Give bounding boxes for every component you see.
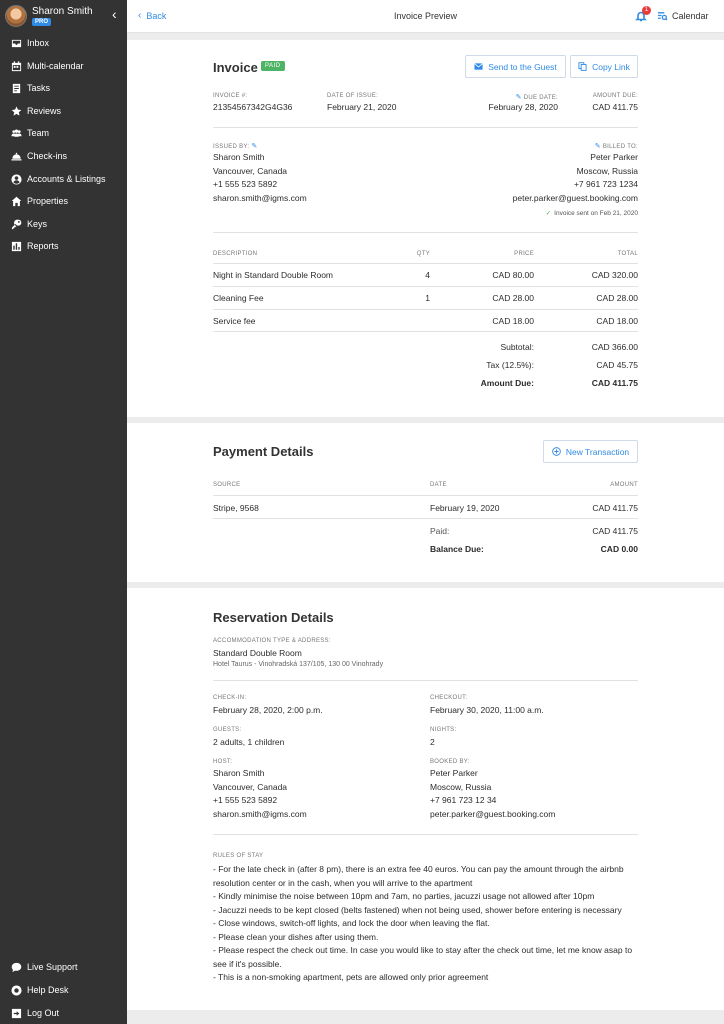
sidebar-item-team[interactable] (10, 125, 122, 141)
user-profile[interactable] (5, 5, 122, 29)
divider (213, 309, 638, 310)
sidebar-item-label: Team (27, 128, 50, 138)
nights-label: NIGHTS: (430, 727, 457, 733)
date-of-issue-label: DATE OF ISSUE: (327, 93, 379, 99)
calendar-search-icon (657, 11, 668, 21)
sidebar-item-check-ins[interactable] (10, 148, 122, 164)
invoice-sent-text: Invoice sent on Feb 21, 2020 (554, 210, 638, 217)
line-price: CAD 28.00 (492, 293, 534, 303)
booked-by-email: peter.parker@guest.booking.com (430, 809, 556, 819)
key-icon (10, 218, 23, 231)
rule-item: - Jacuzzi needs to be kept closed (belts fastened) when not being used, shower before entering is necessary (213, 904, 622, 915)
billed-to-email: peter.parker@guest.booking.com (512, 193, 638, 203)
top-bar (127, 0, 724, 33)
chevron-left-icon: ‹ (138, 10, 142, 21)
new-transaction-button[interactable] (543, 440, 638, 463)
sidebar-item-label: Live Support (27, 962, 78, 972)
amount-due-label: AMOUNT DUE: (592, 93, 638, 99)
send-to-guest-label: Send to the Guest (488, 61, 557, 72)
issued-by-email: sharon.smith@igms.com (213, 193, 307, 203)
avatar (5, 5, 27, 27)
tasks-icon (10, 82, 23, 95)
sidebar-item-reports[interactable] (10, 238, 122, 254)
column-description: DESCRIPTION (213, 251, 258, 257)
sidebar-item-inbox[interactable] (10, 35, 122, 51)
line-qty: 4 (425, 270, 430, 280)
booked-by-label: BOOKED BY: (430, 759, 470, 765)
edit-pencil-icon[interactable]: ✎ (594, 143, 601, 150)
due-date: February 28, 2020 (488, 102, 558, 112)
sidebar-item-tasks[interactable] (10, 80, 122, 96)
calendar-button[interactable] (657, 11, 709, 21)
tax-value: CAD 45.75 (596, 360, 638, 370)
line-description: Service fee (213, 316, 256, 326)
amount-due-total-label: Amount Due: (480, 378, 534, 388)
divider (213, 495, 638, 496)
checkout-label: CHECKOUT: (430, 695, 468, 701)
divider (213, 680, 638, 681)
sidebar-item-live-support[interactable] (10, 959, 78, 975)
host-phone: +1 555 523 5892 (213, 795, 278, 805)
column-amount: AMOUNT (610, 482, 638, 488)
host-label: HOST: (213, 759, 233, 765)
sidebar-item-accounts-listings[interactable] (10, 171, 122, 187)
accommodation-label: ACCOMMODATION TYPE & ADDRESS: (213, 638, 331, 644)
sidebar (0, 0, 127, 1024)
sidebar-item-label: Accounts & Listings (27, 174, 106, 184)
copy-icon (578, 62, 587, 71)
checkin-value: February 28, 2020, 2:00 p.m. (213, 705, 323, 715)
rule-item: - Kindly minimise the noise between 10pm and 7am, no parties, jacuzzi usage not allowed after 10pm (213, 891, 595, 901)
payment-card (127, 423, 724, 582)
line-description: Night in Standard Double Room (213, 270, 334, 280)
rule-item: - Please respect the check out time. In case you would like to stay after the check out time, let me know asap to see if it's possible. (213, 945, 633, 969)
date-of-issue: February 21, 2020 (327, 102, 397, 112)
billed-to-label-text: BILLED TO: (602, 144, 638, 150)
balance-due-value: CAD 0.00 (600, 544, 638, 554)
line-total: CAD 28.00 (596, 293, 638, 303)
home-icon (10, 195, 23, 208)
room-type: Standard Double Room (213, 648, 302, 658)
star-icon (10, 105, 23, 118)
property-address: Hotel Taurus - Vinohradská 137/105, 130 00 Vinohrady (213, 661, 384, 668)
invoice-number: 21354567342G4G36 (213, 102, 293, 112)
status-badge: PAID (261, 61, 285, 71)
sidebar-item-label: Help Desk (27, 985, 69, 995)
copy-link-label: Copy Link (592, 61, 630, 72)
divider (213, 331, 638, 332)
divider (213, 834, 638, 835)
column-date: DATE (430, 482, 447, 488)
sidebar-item-reviews[interactable] (10, 103, 122, 119)
sidebar-item-log-out[interactable] (10, 1005, 59, 1021)
checkin-label: CHECK-IN: (213, 695, 247, 701)
reservation-card (127, 588, 724, 1010)
invoice-card (127, 40, 724, 417)
divider (213, 127, 638, 128)
sidebar-item-label: Inbox (27, 38, 50, 48)
host-city: Vancouver, Canada (213, 782, 288, 792)
send-to-guest-button[interactable] (465, 55, 566, 78)
divider (213, 286, 638, 287)
copy-link-button[interactable] (570, 55, 638, 78)
paid-value: CAD 411.75 (592, 526, 638, 536)
sidebar-item-label: Tasks (27, 83, 51, 93)
reports-icon (10, 240, 23, 253)
plus-circle-icon (552, 447, 561, 456)
host-name: Sharon Smith (213, 768, 265, 778)
notification-count-badge: 1 (642, 6, 651, 15)
due-date-label-text: DUE DATE: (523, 95, 558, 101)
notifications-button[interactable] (635, 9, 649, 23)
sidebar-item-keys[interactable] (10, 216, 122, 232)
invoice-title: Invoice (213, 60, 258, 75)
pro-badge: PRO (32, 18, 51, 26)
sidebar-item-label: Keys (27, 219, 48, 229)
booked-by-city: Moscow, Russia (430, 782, 492, 792)
inbox-icon (10, 37, 23, 50)
rule-item: - For the late check in (after 8 pm), there is an extra fee 40 euros. You can pay the amount through the airbnb resolution center or in the cash, when you will arrive to the apartment (213, 864, 624, 888)
user-name: Sharon Smith (32, 6, 93, 17)
subtotal-value: CAD 366.00 (591, 342, 638, 352)
payment-title: Payment Details (213, 444, 314, 459)
divider (213, 518, 638, 519)
envelope-icon (474, 62, 483, 71)
invoice-number-label: INVOICE #: (213, 93, 248, 99)
sidebar-item-properties[interactable] (10, 193, 122, 209)
checkout-value: February 30, 2020, 11:00 a.m. (430, 705, 544, 715)
sidebar-item-help-desk[interactable] (10, 982, 69, 998)
column-source: SOURCE (213, 482, 241, 488)
sidebar-item-label: Reports (27, 241, 59, 251)
payment-amount: CAD 411.75 (592, 503, 638, 513)
team-icon (10, 127, 23, 140)
payment-source: Stripe, 9568 (213, 503, 259, 513)
lifebuoy-icon (10, 984, 23, 997)
chat-icon (10, 961, 23, 974)
host-email: sharon.smith@igms.com (213, 809, 307, 819)
account-icon (10, 173, 23, 186)
billed-to-city: Moscow, Russia (576, 166, 638, 176)
sidebar-item-label: Reviews (27, 106, 62, 116)
balance-due-label: Balance Due: (430, 544, 484, 554)
divider (213, 263, 638, 264)
bell-service-icon (10, 150, 23, 163)
divider (213, 232, 638, 233)
line-price: CAD 80.00 (492, 270, 534, 280)
booked-by-phone: +7 961 723 12 34 (430, 795, 497, 805)
check-icon: ✓ (545, 210, 552, 217)
new-transaction-label: New Transaction (565, 446, 630, 457)
booked-by-name: Peter Parker (430, 768, 478, 778)
rule-item: - Please clean your dishes after using them. (213, 931, 379, 942)
subtotal-label: Subtotal: (500, 342, 534, 352)
line-qty: 1 (425, 293, 430, 303)
billed-to-phone: +7 961 723 1234 (573, 179, 638, 189)
column-qty: QTY (416, 251, 430, 257)
sidebar-item-label: Check-ins (27, 151, 68, 161)
sidebar-item-label: Log Out (27, 1008, 60, 1018)
payment-date: February 19, 2020 (430, 503, 500, 513)
sidebar-item-label: Properties (27, 196, 69, 206)
rules-label: RULES OF STAY (213, 853, 264, 859)
due-date-label (516, 93, 558, 101)
line-description: Cleaning Fee (213, 293, 264, 303)
edit-pencil-icon[interactable]: ✎ (515, 94, 522, 101)
column-price: PRICE (514, 251, 534, 257)
guests-label: GUESTS: (213, 727, 242, 733)
paid-label: Paid: (430, 526, 450, 536)
edit-pencil-icon[interactable]: ✎ (251, 143, 258, 150)
rule-item: - This is a non-smoking apartment, pets are allowed only prior agreement (213, 972, 489, 982)
issued-by-phone: +1 555 523 5892 (213, 179, 278, 189)
calendar-icon (10, 60, 23, 73)
issued-by-city: Vancouver, Canada (213, 166, 288, 176)
rule-item: - Close windows, switch-off lights, and lock the door when leaving the flat. (213, 918, 490, 928)
rules-of-stay (213, 863, 638, 985)
line-total: CAD 18.00 (596, 316, 638, 326)
line-total: CAD 320.00 (591, 270, 638, 280)
collapse-sidebar-chevron-icon[interactable]: ‹ (112, 6, 117, 22)
column-total: TOTAL (617, 251, 638, 257)
guests-value: 2 adults, 1 children (213, 737, 285, 747)
back-label: Back (146, 10, 167, 21)
sidebar-item-multi-calendar[interactable] (10, 58, 122, 74)
line-price: CAD 18.00 (492, 316, 534, 326)
sidebar-item-label: Multi-calendar (27, 61, 84, 71)
tax-label: Tax (12.5%): (486, 360, 534, 370)
reservation-title: Reservation Details (213, 610, 334, 625)
nights-value: 2 (430, 737, 435, 747)
calendar-label: Calendar (672, 11, 709, 21)
page-title: Invoice Preview (393, 11, 458, 21)
logout-icon (10, 1007, 23, 1020)
issued-by-label (213, 142, 258, 150)
amount-due-total-value: CAD 411.75 (591, 378, 638, 388)
amount-due: CAD 411.75 (592, 102, 638, 112)
billed-to-name: Peter Parker (590, 152, 638, 162)
invoice-sent-note (546, 209, 638, 217)
billed-to-label (595, 142, 638, 150)
issued-by-name: Sharon Smith (213, 152, 265, 162)
issued-by-label-text: ISSUED BY: (213, 144, 250, 150)
